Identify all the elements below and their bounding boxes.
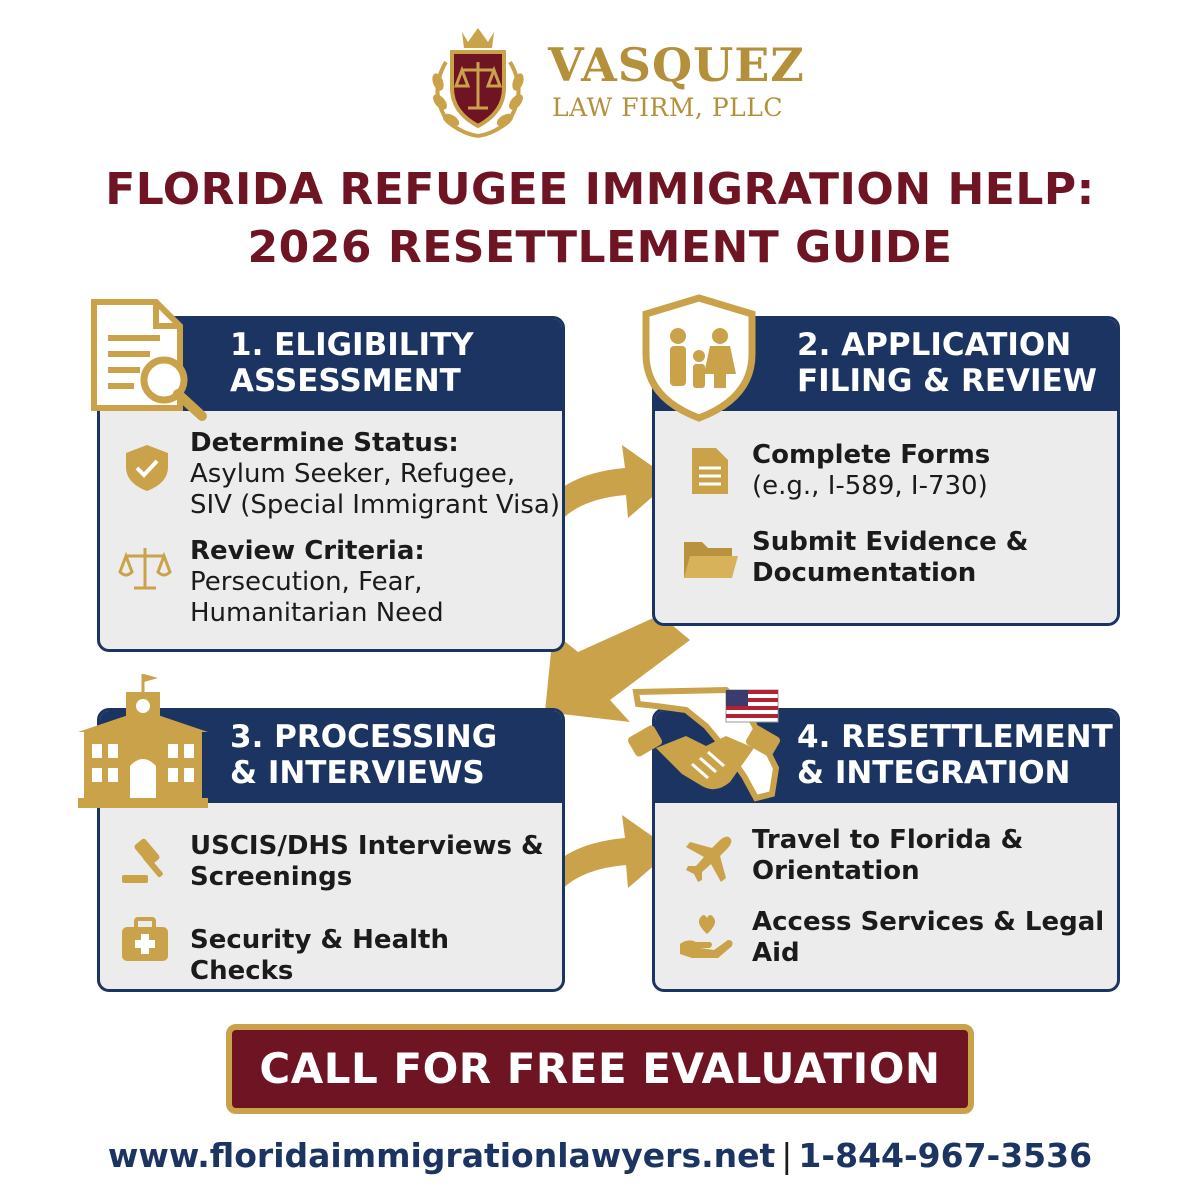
document-icon [684, 446, 734, 496]
step2-header-line1: 2. APPLICATION [797, 327, 1072, 363]
firm-subtitle: LAW FIRM, PLLC [552, 93, 783, 122]
step4-item2: Access Services & Legal Aid [752, 907, 1105, 968]
step1-header-line2: ASSESSMENT [230, 363, 461, 399]
step3-item1: USCIS/DHS Interviews & Screenings [190, 831, 544, 892]
step4-item1: Travel to Florida & Orientation [752, 825, 1024, 886]
document-search-icon [90, 298, 212, 422]
step1-header-line1: 1. ELIGIBILITY [230, 327, 474, 363]
website-link[interactable]: www.floridaimmigrationlawyers.net [107, 1136, 776, 1175]
step4-header-line2: & INTEGRATION [797, 755, 1071, 791]
step2-header-line2: FILING & REVIEW [797, 363, 1097, 399]
us-flag-icon [726, 690, 778, 722]
step3-item2: Security & Health Checks [190, 925, 449, 986]
phone-link[interactable]: 1-844-967-3536 [798, 1136, 1093, 1175]
free-evaluation-cta-button[interactable]: CALL FOR FREE EVALUATION [226, 1024, 974, 1114]
footer-separator: | [781, 1136, 793, 1175]
footer-contact [0, 1136, 1200, 1176]
medical-kit-icon [120, 915, 170, 965]
folder-icon [682, 534, 738, 584]
step2-item1: Complete Forms (e.g., I-589, I-730) [752, 440, 991, 501]
step1-item1: Determine Status: Asylum Seeker, Refugee, SIV (Special Immigrant Visa) [190, 428, 560, 520]
shield-check-icon [122, 443, 172, 493]
family-shield-icon [640, 294, 758, 422]
gavel-icon [120, 835, 170, 885]
step4-header-line1: 4. RESETTLEMENT [797, 719, 1113, 755]
step3-header-line2: & INTERVIEWS [230, 755, 485, 791]
step2-item2: Submit Evidence & Documentation [752, 527, 1029, 588]
scales-icon [120, 544, 170, 594]
page-title-line1: FLORIDA REFUGEE IMMIGRATION HELP: [105, 164, 1095, 215]
heart-hand-icon [678, 910, 736, 960]
airplane-icon [684, 834, 734, 884]
step1-item2: Review Criteria: Persecution, Fear, Humanitarian Need [190, 536, 444, 628]
firm-name: VASQUEZ [548, 38, 805, 92]
step3-header-line1: 3. PROCESSING [230, 719, 498, 755]
page-title-line2: 2026 RESETTLEMENT GUIDE [247, 222, 953, 273]
government-building-icon [78, 670, 208, 810]
florida-handshake-icon [626, 686, 786, 810]
